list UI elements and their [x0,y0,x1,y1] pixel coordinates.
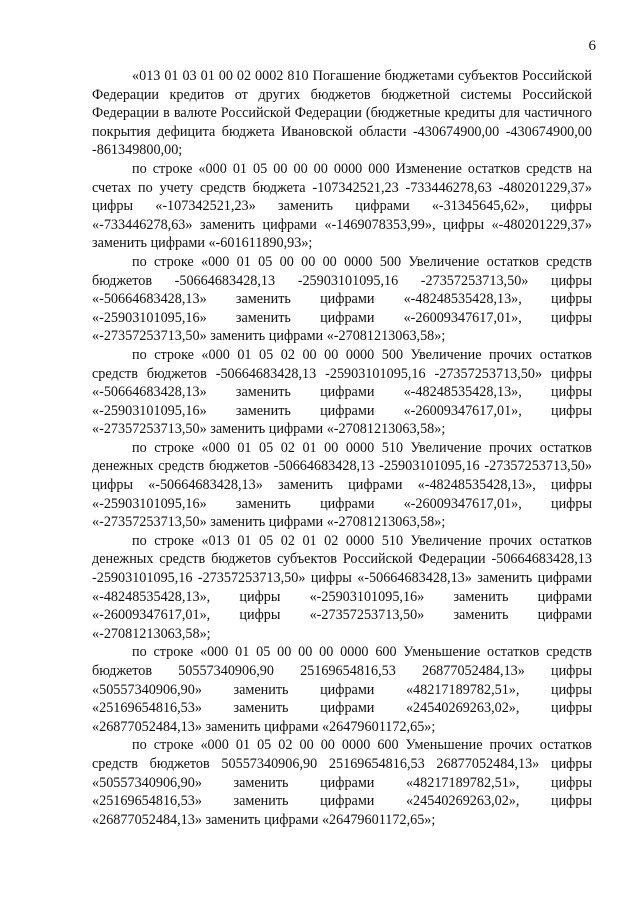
paragraph-repayment: «013 01 03 01 00 02 0002 810 Погашение бюджетами субъектов Российской Федерации кредитов от других бюджетов бюджетной системы Российской Федерации в валюте Российской Федерации (бюджетные кредиты для частичного покрытия дефицита бюджета Ивановской области -430674900,00 -430674900,00 -861349800,00; [92,68,592,159]
paragraph-increase-other-cash-balances: по строке «000 01 05 02 01 00 0000 510 Увеличение прочих остатков денежных средств бюджетов -50664683428,13 -25903101095,16 -27357253713,50» цифры «-50664683428,13» заменить цифрами «-48248535428,13», цифры «-25903101095,16» заменить цифрами «-26009347617,01», цифры «-27357253713,50» заменить цифрами «-27081213063,58»; [92,439,592,531]
paragraph-decrease-other-balances: по строке «000 01 05 02 00 00 0000 600 Уменьшение прочих остатков средств бюджетов 50557340906,90 25169654816,53 26877052484,13» цифры «50557340906,90» заменить цифрами «48217189782,51», цифры «25169654816,53» заменить цифрами «24540269263,02», цифры «26877052484,13» заменить цифрами «26479601172,65»; [92,737,592,828]
paragraph-decrease-balances: по строке «000 01 05 00 00 00 0000 600 Уменьшение остатков средств бюджетов 50557340906,90 25169654816,53 26877052484,13» цифры «50557340906,90» заменить цифрами «48217189782,51», цифры «25169654816,53» заменить цифрами «24540269263,02», цифры «26877052484,13» заменить цифрами «26479601172,65»; [92,644,592,735]
page-number: 6 [588,38,596,54]
document-body [92,67,592,829]
paragraph-change-balances: по строке «000 01 05 00 00 00 0000 000 Изменение остатков средств на счетах по учету средств бюджета -107342521,23 -733446278,63 -480201229,37» цифры «-107342521,23» заменить цифрами «-31345645,62», цифры «-733446278,63» заменить цифрами «-1469078353,99», цифры «-480201229,37» заменить цифрами «-601611890,93»; [92,160,592,252]
paragraph-increase-other-cash-balances-subjects: по строке «013 01 05 02 01 02 0000 510 Увеличение прочих остатков денежных средств бюджетов субъектов Российской Федерации -50664683428,13 -25903101095,16 -27357253713,50» цифры «-50664683428,13» заменить цифрами «-48248535428,13», цифры «-25903101095,16» заменить цифрами «-26009347617,01», цифры «-27357253713,50» заменить цифрами «-27081213063,58»; [92,532,592,642]
paragraph-increase-balances: по строке «000 01 05 00 00 00 0000 500 Увеличение остатков средств бюджетов -50664683428,13 -25903101095,16 -27357253713,50» цифры «-50664683428,13» заменить цифрами «-48248535428,13», цифры «-25903101095,16» заменить цифрами «-26009347617,01», цифры «-27357253713,50» заменить цифрами «-27081213063,58»; [92,253,592,345]
paragraph-increase-other-balances: по строке «000 01 05 02 00 00 0000 500 Увеличение прочих остатков средств бюджетов -50664683428,13 -25903101095,16 -27357253713,50» цифры «-50664683428,13» заменить цифрами «-48248535428,13», цифры «-25903101095,16» заменить цифрами «-26009347617,01», цифры «-27357253713,50» заменить цифрами «-27081213063,58»; [92,346,592,438]
